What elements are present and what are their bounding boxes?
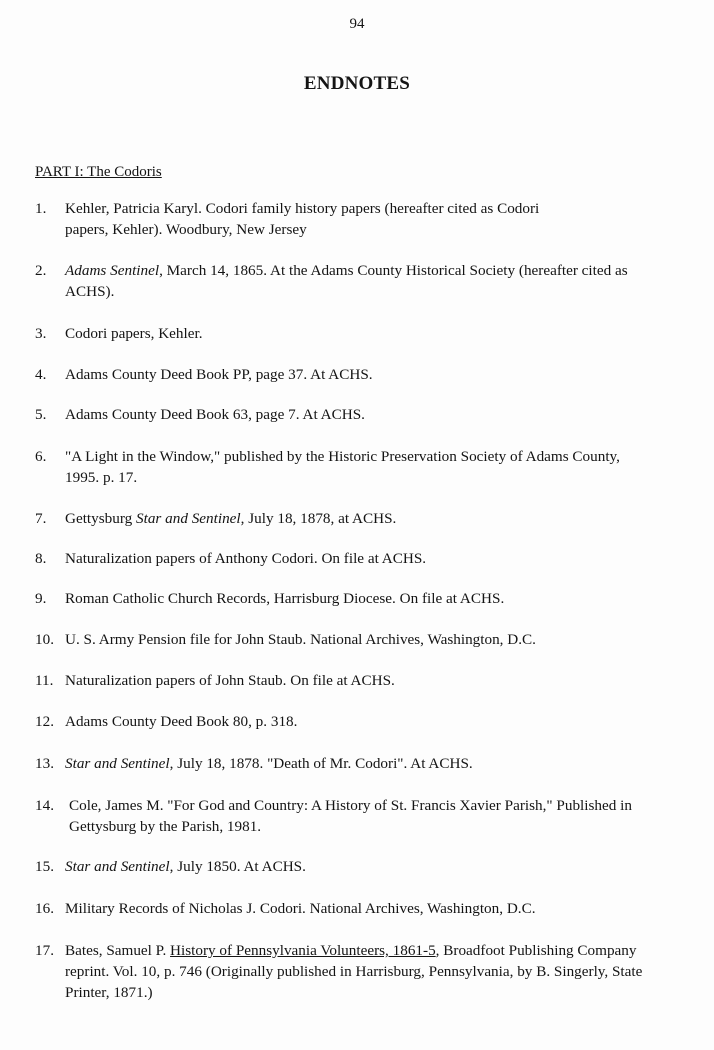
endnote-segment: , July 18, 1878. "Death of Mr. Codori". At ACHS. (169, 755, 473, 772)
endnote-segment: , July 1850. At ACHS. (169, 858, 306, 875)
endnote-number: 15. (35, 858, 54, 875)
endnote-segment: Cole, James M. "For God and Country: A History of St. Francis Xavier Parish," Published in Gettysburg by the Parish, 1981. (69, 797, 632, 835)
endnote-item (35, 260, 645, 302)
italic-title: Star and Sentinel (65, 755, 170, 772)
endnote-number: 13. (35, 755, 54, 772)
endnote-segment: , Broadfoot Publishing Company reprint. Vol. 10, p. 746 (Originally published in Harrisburg, Pennsylvania, by B. Singerly, State Printer, 1871.) (65, 942, 643, 1001)
endnote-item (35, 795, 655, 837)
endnote-segment: , July 18, 1878, at ACHS. (240, 510, 397, 527)
endnote-item (35, 548, 675, 569)
endnote-text (65, 508, 675, 529)
endnote-segment: Kehler, Patricia Karyl. Codori family history papers (hereafter cited as Codori papers, Kehler). Woodbury, New Jersey (65, 200, 540, 238)
endnote-text (65, 670, 675, 691)
endnote-number: 2. (35, 262, 47, 279)
endnote-segment: "A Light in the Window," published by the Historic Preservation Society of Adams County, 1995. p. 17. (65, 448, 620, 486)
endnote-text (65, 898, 675, 919)
endnote-text (65, 446, 640, 488)
underlined-title: History of Pennsylvania Volunteers, 1861-5 (170, 942, 436, 959)
endnote-text (69, 795, 655, 837)
endnote-item (35, 508, 675, 529)
endnote-text (65, 404, 675, 425)
endnote-segment: Roman Catholic Church Records, Harrisburg Diocese. On file at ACHS. (65, 590, 505, 607)
endnote-item (35, 198, 580, 240)
endnote-item (35, 404, 675, 425)
endnote-number: 8. (35, 550, 47, 567)
endnote-number: 12. (35, 713, 54, 730)
endnote-segment: Adams County Deed Book PP, page 37. At ACHS. (65, 366, 373, 383)
endnote-segment: Naturalization papers of John Staub. On file at ACHS. (65, 672, 395, 689)
section-heading: PART I: The Codoris (35, 164, 162, 180)
endnote-segment: U. S. Army Pension file for John Staub. National Archives, Washington, D.C. (65, 631, 536, 648)
endnote-number: 14. (35, 797, 54, 814)
endnote-segment: Naturalization papers of Anthony Codori. On file at ACHS. (65, 550, 427, 567)
endnote-number: 3. (35, 325, 47, 342)
endnote-text (65, 753, 675, 774)
endnote-text (65, 629, 675, 650)
endnote-number: 11. (35, 672, 54, 689)
italic-title: Star and Sentinel (136, 510, 241, 527)
page-title: ENDNOTES (303, 73, 411, 94)
endnote-number: 6. (35, 448, 47, 465)
endnote-number: 7. (35, 510, 47, 527)
page-number: 94 (349, 16, 365, 32)
endnote-text (65, 198, 580, 240)
endnote-number: 5. (35, 406, 47, 423)
endnote-item (35, 898, 675, 919)
endnote-text (65, 856, 675, 877)
endnote-item (35, 856, 675, 877)
endnote-number: 10. (35, 631, 54, 648)
endnote-item (35, 588, 675, 609)
endnote-text (65, 260, 645, 302)
endnote-text (65, 711, 675, 732)
endnote-segment: Adams County Deed Book 63, page 7. At ACHS. (65, 406, 365, 423)
italic-title: Star and Sentinel (65, 858, 170, 875)
endnote-text (65, 548, 675, 569)
endnote-number: 1. (35, 200, 47, 217)
endnote-item (35, 446, 640, 488)
endnote-segment: , March 14, 1865. At the Adams County Historical Society (hereafter cited as ACHS). (65, 262, 628, 300)
endnote-item (35, 364, 675, 385)
endnote-segment: Codori papers, Kehler. (65, 325, 203, 342)
endnote-item (35, 629, 675, 650)
endnote-text (65, 588, 675, 609)
endnote-number: 4. (35, 366, 47, 383)
endnote-item (35, 940, 665, 1003)
endnote-number: 16. (35, 900, 54, 917)
endnote-item (35, 323, 675, 344)
endnote-segment: Military Records of Nicholas J. Codori. National Archives, Washington, D.C. (65, 900, 536, 917)
endnote-segment: Adams County Deed Book 80, p. 318. (65, 713, 298, 730)
endnote-number: 17. (35, 942, 54, 959)
endnote-number: 9. (35, 590, 47, 607)
endnote-segment: Gettysburg (65, 510, 137, 527)
endnote-item (35, 711, 675, 732)
endnote-item (35, 670, 675, 691)
endnote-segment: Bates, Samuel P. (65, 942, 171, 959)
endnote-text (65, 323, 675, 344)
endnote-text (65, 940, 665, 1003)
endnote-item (35, 753, 675, 774)
endnote-text (65, 364, 675, 385)
italic-title: Adams Sentinel (65, 262, 160, 279)
